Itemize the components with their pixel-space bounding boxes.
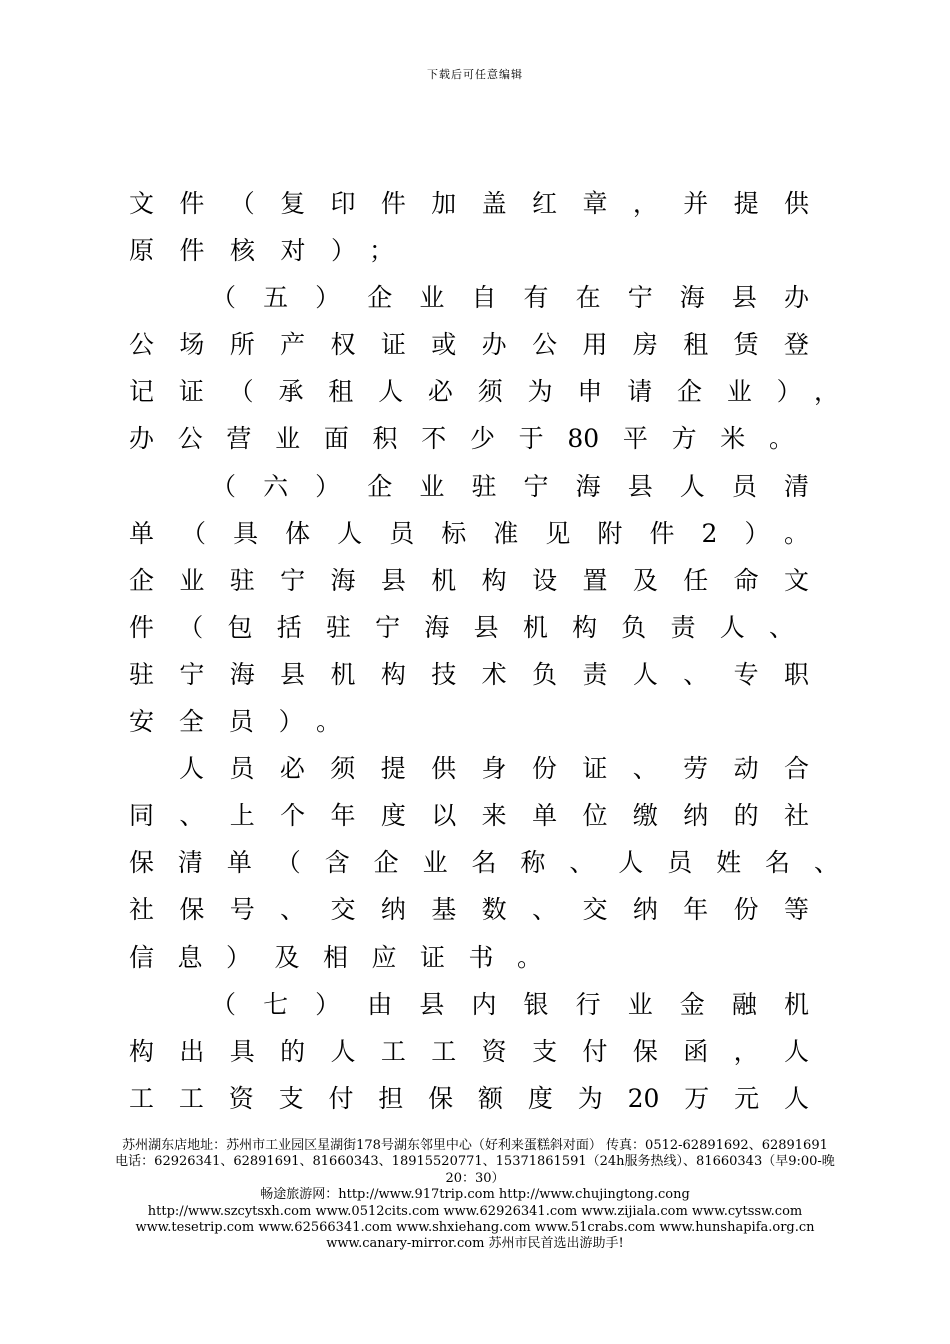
- footer-links-2: www.tesetrip.com www.62566341.com www.shxiehang.com www.51crabs.com www.hunshapifa.org.cn: [135, 1220, 815, 1236]
- body-line: 信息）及相应证书。: [129, 942, 542, 972]
- body-line: 文件（复印件加盖红章，并提供: [129, 189, 809, 218]
- document-body: [129, 180, 839, 1122]
- body-line: （七）由县内银行业金融机: [211, 989, 809, 1019]
- body-line: 驻宁海县机构技术负责人、专职: [129, 659, 809, 689]
- body-line: 企业驻宁海县机构设置及任命文: [129, 565, 809, 595]
- page-footer: [110, 1138, 840, 1253]
- body-line: 同、上个年度以来单位缴纳的社: [129, 801, 809, 831]
- footer-links-1: http://www.szcytsxh.com www.0512cits.com www.62926341.com www.zijiala.com www.cytssw.com: [147, 1203, 803, 1219]
- footer-website: 畅途旅游网：http://www.917trip.com http://www.chujingtong.cong: [260, 1187, 690, 1203]
- footer-phone: 电话：62926341、62891691、81660343、18915520771、15371861591（24h服务热线）、81660343（早9:00-晚20：30）: [115, 1154, 835, 1186]
- body-line: 构出具的人工工资支付保函，人: [129, 1036, 809, 1066]
- body-line: 人员必须提供身份证、劳动合: [179, 754, 809, 784]
- body-line: 安全员）。: [129, 707, 341, 737]
- body-line: 记证（承租人必须为申请企业），: [129, 377, 839, 407]
- header-note: 下载后可任意编辑: [427, 68, 523, 81]
- body-line: 保清单（含企业名称、人员姓名、: [129, 848, 839, 878]
- body-line: 公场所产权证或办公用房租赁登: [129, 330, 809, 360]
- footer-slogan: www.canary-mirror.com 苏州市民首选出游助手!: [326, 1236, 624, 1252]
- body-line: 社保号、交纳基数、交纳年份等: [129, 895, 809, 925]
- body-line: （五）企业自有在宁海县办: [211, 283, 809, 313]
- body-line: 单（具体人员标准见附件2）。: [129, 518, 809, 548]
- body-line: （六）企业驻宁海县人员清: [211, 471, 809, 501]
- body-line: 办公营业面积不少于80平方米。: [129, 424, 794, 454]
- body-line: 工工资支付担保额度为20万元人: [129, 1083, 809, 1113]
- footer-address: 苏州湖东店地址：苏州市工业园区星湖街178号湖东邻里中心（好利来蛋糕斜对面） 传真：0512-62891692、62891691: [122, 1138, 828, 1153]
- body-line: 件（包括驻宁海县机构负责人、: [129, 612, 794, 642]
- body-line: 原件核对）；: [129, 236, 394, 266]
